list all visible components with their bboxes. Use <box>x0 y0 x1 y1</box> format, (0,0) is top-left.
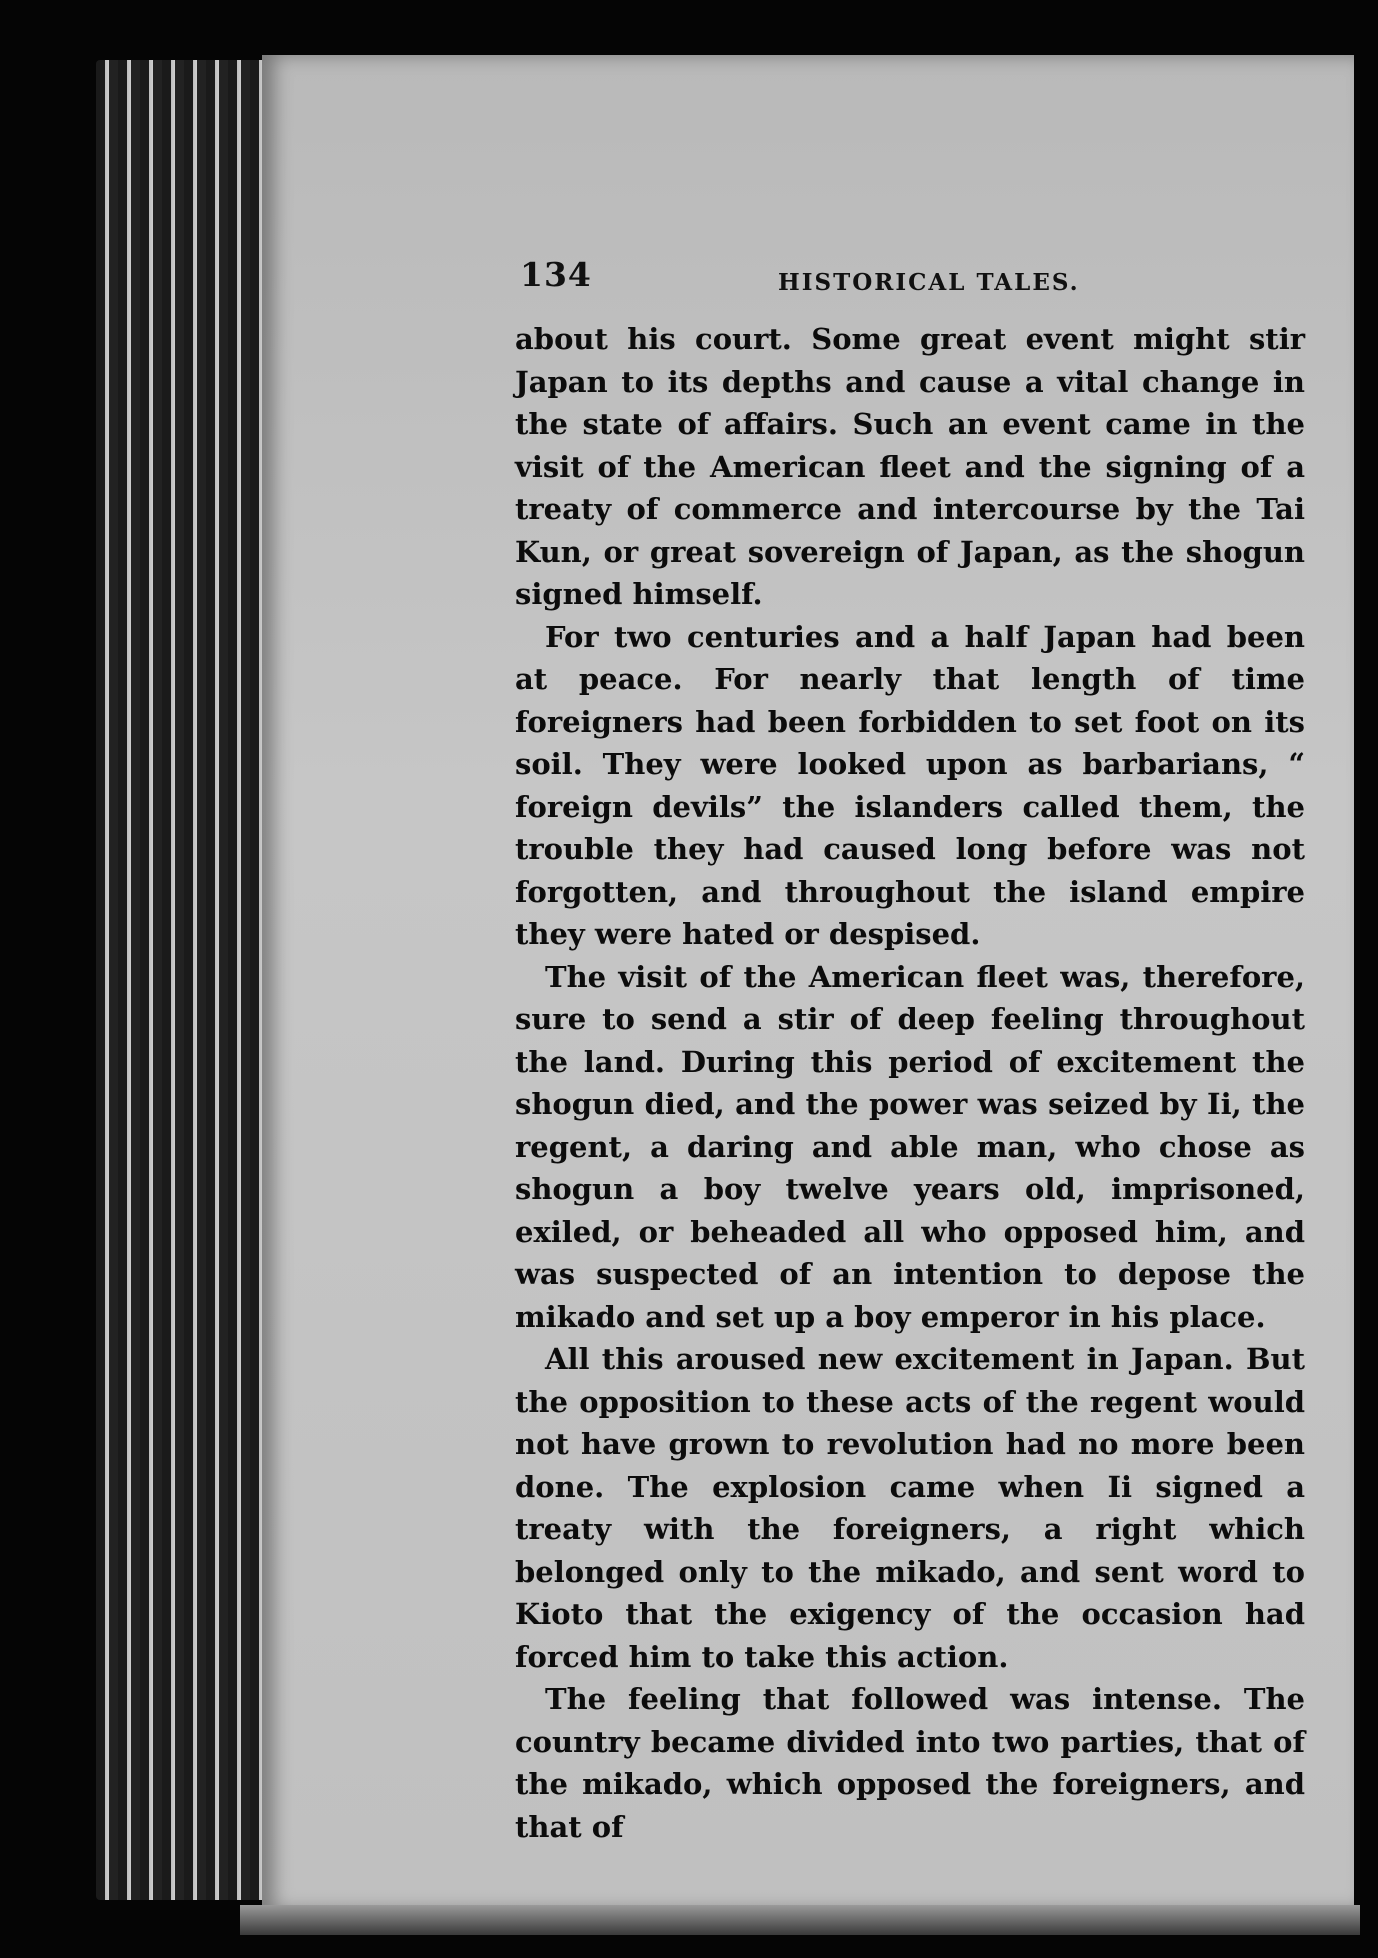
body-text <box>515 318 1305 1848</box>
paragraph: For two centuries and a half Japan had been at peace. For nearly that length of time foreigners had been forbidden to set foot on its soil. They were looked upon as barbarians, “ foreign devils” the islanders called them, the trouble they had caused long before was not forgotten, and throughout the island empire they were hated or despised. <box>515 619 1305 951</box>
page-number: 134 <box>520 255 592 294</box>
paragraph: The feeling that followed was intense. The country became divided into two parties, that of the mikado, which opposed the foreigners, and that of <box>515 1682 1305 1844</box>
paragraph: about his court. Some great event might stir Japan to its depths and cause a vital change in the state of affairs. Such an event came in the visit of the American fleet and the signing of a treaty of commerce and intercourse by the Tai Kun, or great sovereign of Japan, as the shogun signed himself. <box>515 322 1305 611</box>
paragraph: The visit of the American fleet was, therefore, sure to send a stir of deep feeling throughout the land. During this period of excitement the shogun died, and the power was seized by Ii, the regent, a daring and able man, who chose as shogun a boy twelve years old, imprisoned, exiled, or beheaded all who opposed him, and was suspected of an intention to depose the mikado and set up a boy emperor in his place. <box>515 959 1305 1334</box>
page-header <box>520 255 1300 305</box>
running-head: HISTORICAL TALES. <box>778 269 1080 296</box>
paragraph: All this aroused new excitement in Japan. But the opposition to these acts of the regent would not have grown to revolution had no more been done. The explosion came when Ii signed a treaty with the foreigners, a right which belonged only to the mikado, and sent word to Kioto that the exigency of the occasion had forced him to take this action. <box>515 1342 1305 1674</box>
page-bottom-edge <box>240 1905 1360 1935</box>
